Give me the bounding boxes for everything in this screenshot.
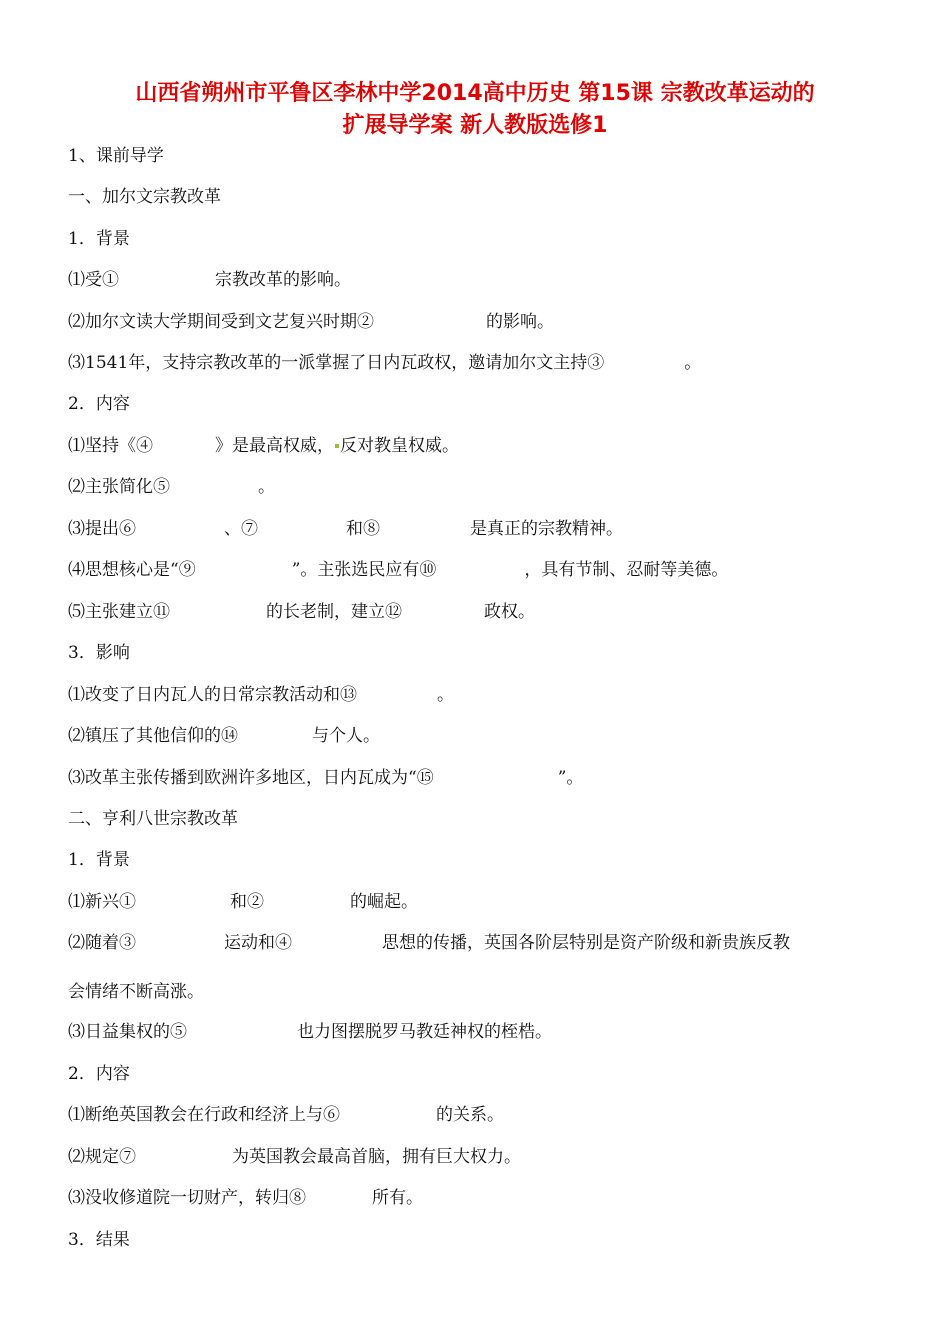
text: 、⑦ [224,519,258,539]
line-calvin-impact-1 [68,683,454,707]
text: 也力图摆脱罗马教廷神权的桎梏。 [297,1022,552,1042]
section-calvin-heading [68,185,221,209]
text: 是真正的宗教精神。 [470,519,623,539]
line-calvin-impact-3 [68,766,583,790]
line-henry-bg-2-cont [68,980,204,1004]
line-calvin-content-4 [68,558,728,582]
line-calvin-impact-2 [68,724,380,748]
henry-background-heading [68,848,130,872]
text: ”。主张选民应有⑩ [291,560,437,580]
line-calvin-content-3 [68,517,623,541]
text: ⑶日益集权的⑤ [68,1022,187,1042]
line-calvin-content-5 [68,600,535,624]
text: 3．影响 [68,643,130,663]
line-henry-bg-1 [68,890,418,914]
text: 的崛起。 [350,892,418,912]
line-calvin-bg-3 [68,351,701,375]
text: ⑵镇压了其他信仰的⑭ [68,726,238,746]
text: ⑵随着③ [68,933,136,953]
section-henry-heading [68,807,238,831]
calvin-background-heading [68,227,130,251]
text: 政权。 [484,602,535,622]
text: 会情绪不断高涨。 [68,982,204,1002]
text: 的关系。 [436,1105,504,1125]
text: 和② [230,892,264,912]
stray-mark-icon [335,444,339,448]
text: 反对教皇权威。 [340,436,459,456]
text: 运动和④ [224,933,292,953]
text: 》是最高权威， [215,436,334,456]
text: 1、课前导学 [68,146,164,166]
text: ⑶1541年，支持宗教改革的一派掌握了日内瓦政权，邀请加尔文主持③ [68,353,605,373]
text: 宗教改革的影响。 [215,270,351,290]
text: 思想的传播，英国各阶层特别是资产阶级和新贵族反教 [382,933,790,953]
text: 一、加尔文宗教改革 [68,187,221,207]
text: 2．内容 [68,394,130,414]
text: 所有。 [372,1188,423,1208]
text: ，具有节制、忍耐等美德。 [524,560,729,580]
line-henry-bg-2 [68,931,790,955]
text: 2．内容 [68,1064,130,1084]
henry-content-heading [68,1062,130,1086]
text: 的影响。 [486,312,554,332]
line-henry-content-1 [68,1103,504,1127]
text: 与个人。 [312,726,380,746]
document-title [40,78,910,142]
line-henry-content-3 [68,1186,423,1210]
text: ⑶改革主张传播到欧洲许多地区，日内瓦成为“⑮ [68,768,434,788]
text: ⑴改变了日内瓦人的日常宗教活动和⑬ [68,685,357,705]
text: 。 [437,685,454,705]
calvin-impact-heading [68,641,130,665]
line-calvin-content-2 [68,475,275,499]
line-henry-content-2 [68,1145,521,1169]
text: 的长老制，建立⑫ [266,602,402,622]
text: ⑶提出⑥ [68,519,136,539]
text: ⑵规定⑦ [68,1147,136,1167]
text: 。 [684,353,702,373]
text: 1．背景 [68,850,130,870]
calvin-content-heading [68,392,130,416]
text: ⑷思想核心是“⑨ [68,560,196,580]
text: ⑶没收修道院一切财产，转归⑧ [68,1188,306,1208]
text: ⑴坚持《④ [68,436,153,456]
line-henry-bg-3 [68,1020,552,1044]
text: ⑵加尔文读大学期间受到文艺复兴时期② [68,312,374,332]
henry-result-heading [68,1228,130,1252]
text: ”。 [557,768,584,788]
text: ⑴断绝英国教会在行政和经济上与⑥ [68,1105,340,1125]
section-preview-heading [68,144,164,168]
title-line-2: 扩展导学案 新人教版选修1 [342,113,608,138]
text: ⑴新兴① [68,892,136,912]
text: 。 [258,477,275,497]
text: ⑸主张建立⑪ [68,602,170,622]
text: ⑵主张简化⑤ [68,477,170,497]
line-calvin-content-1 [68,434,459,458]
text: ⑴受① [68,270,119,290]
text: 二、亨利八世宗教改革 [68,809,238,829]
line-calvin-bg-1 [68,268,351,292]
text: 为英国教会最高首脑，拥有巨大权力。 [232,1147,521,1167]
line-calvin-bg-2 [68,310,554,334]
text: 3．结果 [68,1230,130,1250]
title-line-1: 山西省朔州市平鲁区李林中学2014高中历史 第15课 宗教改革运动的 [135,81,815,106]
text: 1．背景 [68,229,130,249]
text: 和⑧ [346,519,380,539]
